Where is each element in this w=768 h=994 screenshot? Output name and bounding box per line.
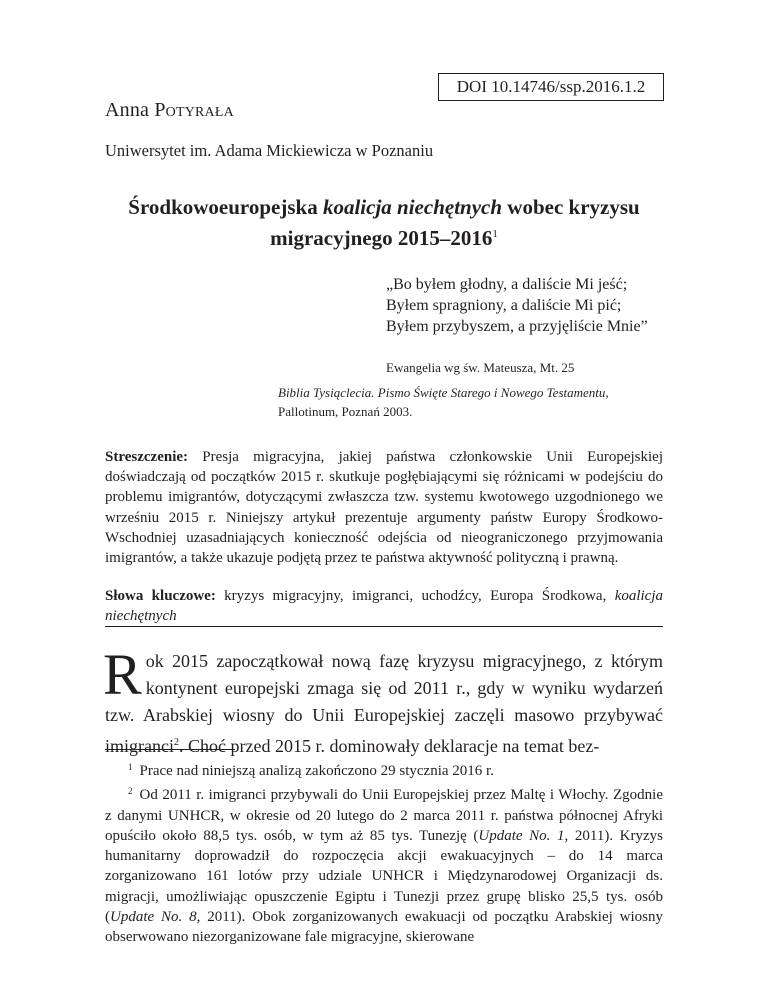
affiliation: Uniwersytet im. Adama Mickiewicza w Poznaniu xyxy=(105,141,434,160)
keywords-text: kryzys migracyjny, imigranci, uchodźcy, Europa Środkowa, xyxy=(215,588,615,604)
footnote-divider xyxy=(105,749,235,750)
abstract-label: Streszczenie: xyxy=(105,449,189,465)
section-divider xyxy=(105,626,663,627)
body-paragraph xyxy=(103,642,663,760)
epigraph-line: Byłem spragniony, a daliście Mi pić; xyxy=(386,297,622,314)
keywords-label: Słowa kluczowe: xyxy=(105,588,216,604)
epigraph-source: Ewangelia wg św. Mateusza, Mt. 25 xyxy=(386,360,575,375)
footnote-number: 2 xyxy=(128,786,133,797)
footnote-number: 1 xyxy=(128,762,133,772)
body-text-continued: . Choć przed 2015 r. dominowały deklaracje na temat bez- xyxy=(178,736,600,756)
keywords xyxy=(105,586,663,626)
footnote-text: , 2011). Obok zorganizowanych ewakuacji od początku Arabskiej wiosny obserwowano niezorganizowane fale migracyjne, skierowane xyxy=(105,909,663,946)
footnote-italic: Update No. 1 xyxy=(478,827,565,844)
title-footnote-ref[interactable]: 1 xyxy=(492,228,498,240)
bible-citation xyxy=(278,383,664,421)
footnote-2 xyxy=(105,781,663,947)
author-first-name: Anna xyxy=(105,99,150,121)
epigraph-line: „Bo byłem głodny, a daliście Mi jeść; xyxy=(386,276,628,293)
footnote-italic: Update No. 8 xyxy=(110,909,197,926)
article-title xyxy=(105,194,663,252)
footnote-text: Od 2011 r. imigranci przybywali do Unii Europejskiej przez Maltę i Włochy. Zgodnie z danymi UNHCR, w okresie od 20 lutego do 2 marca 2011 r. państwa północnej Afryki opuściło około 88,5 tys. osób, w tym aż 85 tys. Tunezję ( xyxy=(105,787,663,844)
drop-cap: R xyxy=(103,642,142,707)
title-italic: koalicja niechętnych xyxy=(322,195,503,219)
abstract-text: Presja migracyjna, jakiej państwa członkowskie Unii Europejskiej doświadczają od początków 2015 r. skutkuje pogłębiającymi się różnicami w podejściu do problemu imigrantów, dotyczącymi zwłaszcza tzw. systemu kwotowego uzgodnionego we wrześniu 2015 r. Niniejszy artykuł prezentuje argumenty państw Europy Środkowo-Wschodniej uzasadniających konieczność odejścia od nieograniczonego przyjmowania imigrantów, a także ukazuje podjętą przez te państwa aktywność polityczną i prawną. xyxy=(105,449,663,567)
author-name xyxy=(105,99,234,122)
abstract xyxy=(105,447,663,568)
footnotes xyxy=(105,757,663,948)
body-text: ok 2015 zapoczątkował nową fazę kryzysu migracyjnego, z którym kontynent europejski zmaga się od 2011 r., gdy w wyniku wydarzeń tzw. Arabskiej wiosny do Unii Europejskiej zaczęli masowo przybywać imigranci xyxy=(105,651,663,756)
title-part-2: wobec kryzysu migracyjnego 2015–2016 xyxy=(270,195,640,250)
author-last-name: Potyrała xyxy=(154,99,234,121)
doi-box[interactable]: DOI 10.14746/ssp.2016.1.2 xyxy=(438,73,664,101)
bible-title: Biblia Tysiąclecia. Pismo Święte Starego i Nowego Testamentu xyxy=(278,385,606,400)
body-footnote-ref[interactable]: 2 xyxy=(173,737,179,748)
epigraph xyxy=(386,274,648,337)
footnote-text: Prace nad niniejszą analizą zakończono 29 stycznia 2016 r. xyxy=(139,763,494,779)
epigraph-line: Byłem przybyszem, a przyjęliście Mnie” xyxy=(386,318,648,335)
footnote-text: , 2011). Kryzys humanitarny doprowadził do rozpoczęcia akcji ewakuacyjnych – do 14 marca zorganizowano 161 lotów przy udziale UNHCR i Międzynarodowej Organizacji ds. migracji, umożliwiając opuszczenie Egiptu i Tunezji przez grupę blisko 25,5 tys. osób ( xyxy=(105,827,664,926)
bible-publisher: , Pallotinum, Poznań 2003. xyxy=(278,385,609,419)
title-part-1: Środkowoeuropejska xyxy=(128,195,323,219)
footnote-1 xyxy=(105,757,663,781)
keywords-italic: koalicja niechętnych xyxy=(105,588,664,625)
